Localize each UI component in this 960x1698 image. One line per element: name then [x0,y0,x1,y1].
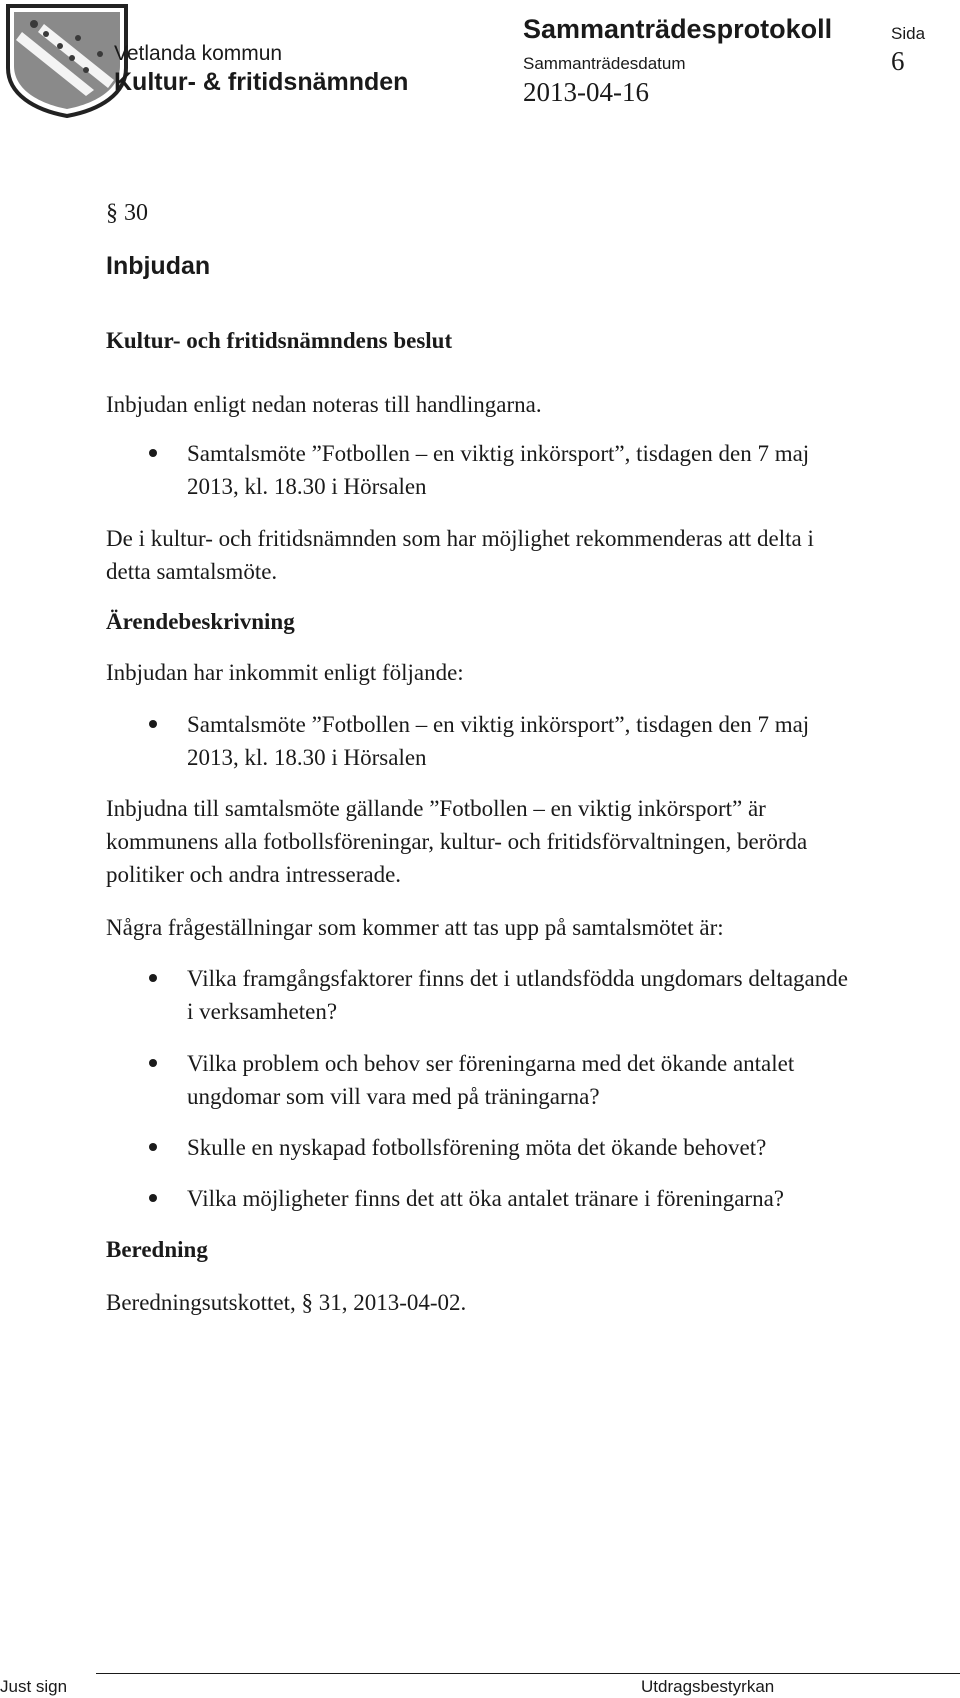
description-intro: Inbjudan har inkommit enligt följande: [106,660,464,685]
section-title: Inbjudan [106,252,211,280]
org-name: Vetlanda kommun [114,42,283,65]
invited-line: politiker och andra intresserade. [106,862,402,887]
protocol-title: Sammanträdesprotokoll [523,14,833,44]
decision-intro: Inbjudan enligt nedan noteras till handlingarna. [106,392,542,417]
recommendation-line: De i kultur- och fritidsnämnden som har möjlighet rekommenderas att delta i [106,526,814,551]
bullet-icon [149,720,157,728]
invited-line: kommunens alla fotbollsföreningar, kultur- och fritidsförvaltningen, berörda [106,829,808,854]
questions-intro: Några frågeställningar som kommer att tas upp på samtalsmötet är: [106,915,724,940]
date-label: Sammanträdesdatum [523,54,686,73]
bullet-icon [149,449,157,457]
bullet-icon [149,1059,157,1067]
footer-divider [96,1673,960,1674]
recommendation-line: detta samtalsmöte. [106,559,278,584]
coat-of-arms-logo [4,2,130,118]
committee-name: Kultur- & fritidsnämnden [114,68,409,96]
preparation-text: Beredningsutskottet, § 31, 2013-04-02. [106,1290,467,1315]
invited-line: Inbjudna till samtalsmöte gällande ”Fotbollen – en viktig inkörsport” är [106,796,766,821]
decision-heading: Kultur- och fritidsnämndens beslut [106,328,453,353]
preparation-heading: Beredning [106,1237,208,1262]
bullet-icon [149,974,157,982]
page-label: Sida [891,24,926,43]
description-heading: Ärendebeskrivning [106,609,295,634]
bullet-icon [149,1194,157,1202]
bullet-icon [149,1143,157,1151]
page-number: 6 [891,46,905,76]
footer-sign-label: Just sign [0,1677,68,1696]
footer-extract-label: Utdragsbestyrkan [641,1677,775,1696]
meeting-date: 2013-04-16 [523,77,649,107]
section-number: § 30 [106,200,148,226]
